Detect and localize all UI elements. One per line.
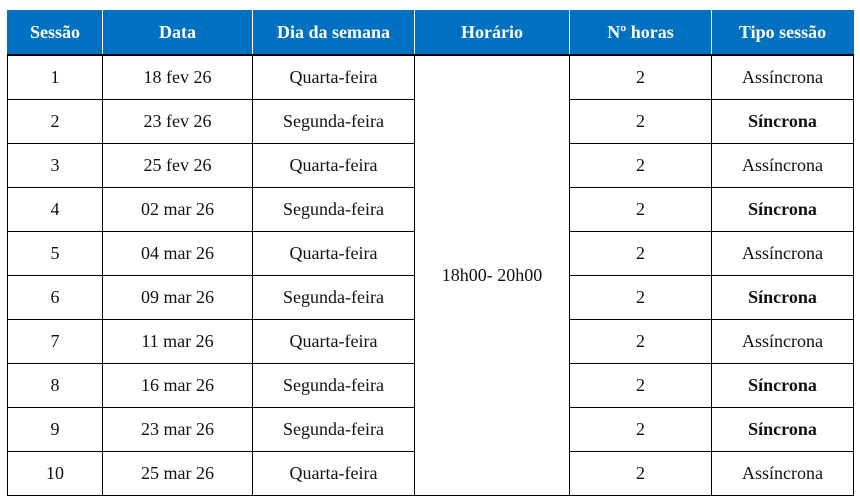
session-number-cell: 4: [8, 188, 103, 232]
session-number-cell: 3: [8, 144, 103, 188]
session-number-cell: 10: [8, 452, 103, 496]
weekday-cell: Segunda-feira: [253, 276, 415, 320]
session-type-cell: Síncrona: [712, 408, 854, 452]
weekday-cell: Segunda-feira: [253, 408, 415, 452]
session-type-cell: Assíncrona: [712, 320, 854, 364]
date-cell: 18 fev 26: [103, 55, 253, 100]
session-number-cell: 6: [8, 276, 103, 320]
session-type-cell: Assíncrona: [712, 232, 854, 276]
header-session-type: Tipo sessão: [712, 11, 854, 56]
date-cell: 23 mar 26: [103, 408, 253, 452]
hours-cell: 2: [570, 55, 712, 100]
header-time: Horário: [415, 11, 570, 56]
weekday-cell: Quarta-feira: [253, 55, 415, 100]
date-cell: 09 mar 26: [103, 276, 253, 320]
session-type-cell: Síncrona: [712, 364, 854, 408]
hours-cell: 2: [570, 276, 712, 320]
weekday-cell: Quarta-feira: [253, 320, 415, 364]
table-row: [8, 55, 854, 100]
session-type-cell: Síncrona: [712, 276, 854, 320]
hours-cell: 2: [570, 452, 712, 496]
date-cell: 02 mar 26: [103, 188, 253, 232]
schedule-table: [7, 10, 854, 496]
date-cell: 25 mar 26: [103, 452, 253, 496]
session-type-cell: Síncrona: [712, 100, 854, 144]
date-cell: 23 fev 26: [103, 100, 253, 144]
session-number-cell: 2: [8, 100, 103, 144]
date-cell: 04 mar 26: [103, 232, 253, 276]
session-type-cell: Assíncrona: [712, 144, 854, 188]
weekday-cell: Quarta-feira: [253, 144, 415, 188]
weekday-cell: Quarta-feira: [253, 452, 415, 496]
time-cell: 18h00- 20h00: [415, 55, 570, 496]
session-number-cell: 8: [8, 364, 103, 408]
header-hours: Nº horas: [570, 11, 712, 56]
weekday-cell: Quarta-feira: [253, 232, 415, 276]
header-row: [8, 11, 854, 56]
session-number-cell: 7: [8, 320, 103, 364]
header-session: Sessão: [8, 11, 103, 56]
hours-cell: 2: [570, 188, 712, 232]
session-type-cell: Assíncrona: [712, 55, 854, 100]
weekday-cell: Segunda-feira: [253, 100, 415, 144]
header-weekday: Dia da semana: [253, 11, 415, 56]
hours-cell: 2: [570, 232, 712, 276]
weekday-cell: Segunda-feira: [253, 364, 415, 408]
hours-cell: 2: [570, 364, 712, 408]
session-type-cell: Assíncrona: [712, 452, 854, 496]
hours-cell: 2: [570, 144, 712, 188]
date-cell: 11 mar 26: [103, 320, 253, 364]
session-type-cell: Síncrona: [712, 188, 854, 232]
weekday-cell: Segunda-feira: [253, 188, 415, 232]
hours-cell: 2: [570, 320, 712, 364]
table-body: [8, 55, 854, 496]
date-cell: 25 fev 26: [103, 144, 253, 188]
date-cell: 16 mar 26: [103, 364, 253, 408]
hours-cell: 2: [570, 408, 712, 452]
header-date: Data: [103, 11, 253, 56]
hours-cell: 2: [570, 100, 712, 144]
session-number-cell: 1: [8, 55, 103, 100]
session-number-cell: 9: [8, 408, 103, 452]
session-number-cell: 5: [8, 232, 103, 276]
